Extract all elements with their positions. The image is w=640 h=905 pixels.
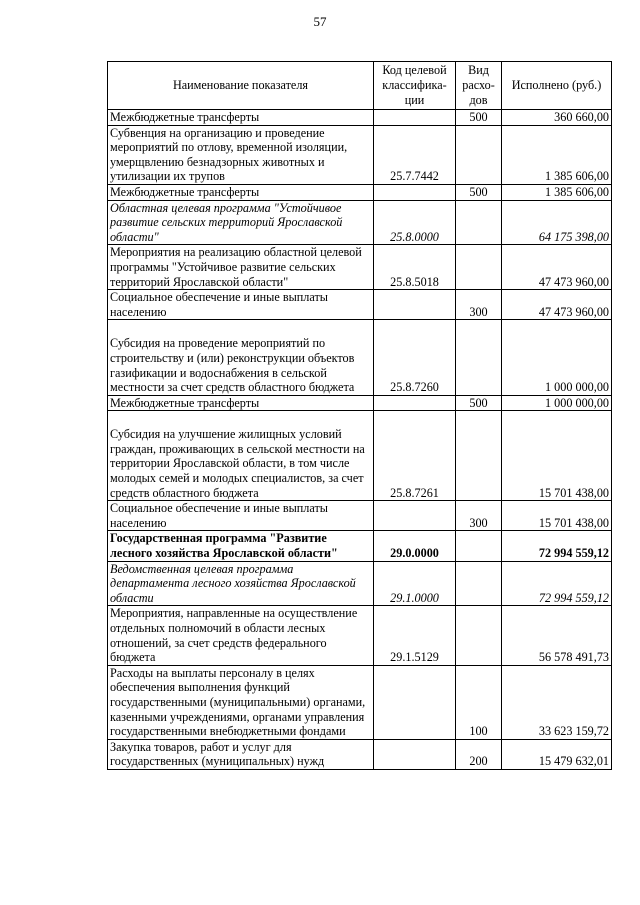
row-amount-cell: 33 623 159,72 bbox=[502, 665, 612, 739]
row-amount-cell: 47 473 960,00 bbox=[502, 290, 612, 320]
row-name-cell: Государственная программа "Развитие лесного хозяйства Ярославской области" bbox=[108, 531, 374, 561]
row-name-cell: Субсидия на улучшение жилищных условий граждан, проживающих в сельской местности на территории Ярославской области, в том числе молодых семей и молодых специалистов, за счет средств областного бюджета bbox=[108, 411, 374, 501]
row-kind-cell bbox=[456, 200, 502, 245]
table-row bbox=[108, 290, 612, 320]
budget-execution-table bbox=[107, 61, 612, 770]
row-kind-cell: 500 bbox=[456, 184, 502, 200]
row-kind-cell: 500 bbox=[456, 110, 502, 126]
row-name-cell: Социальное обеспечение и иные выплаты населению bbox=[108, 290, 374, 320]
row-name-cell: Мероприятия, направленные на осуществление отдельных полномочий в области лесных отношений, за счет средств федерального бюджета bbox=[108, 606, 374, 665]
row-amount-cell: 360 660,00 bbox=[502, 110, 612, 126]
table-row bbox=[108, 245, 612, 290]
row-name-cell: Мероприятия на реализацию областной целевой программы "Устойчивое развитие сельских территорий Ярославской области" bbox=[108, 245, 374, 290]
row-code-cell: 25.7.7442 bbox=[374, 125, 456, 184]
row-code-cell bbox=[374, 290, 456, 320]
row-amount-cell: 47 473 960,00 bbox=[502, 245, 612, 290]
row-name-cell: Ведомственная целевая программа департамента лесного хозяйства Ярославской области bbox=[108, 561, 374, 606]
row-kind-cell: 300 bbox=[456, 290, 502, 320]
row-amount-cell: 64 175 398,00 bbox=[502, 200, 612, 245]
row-amount-cell: 72 994 559,12 bbox=[502, 561, 612, 606]
row-name-cell: Субвенция на организацию и проведение мероприятий по отлову, временной изоляции, умерщвлению безнадзорных животных и утилизации их трупов bbox=[108, 125, 374, 184]
page-number: 57 bbox=[313, 14, 327, 29]
row-name-cell: Межбюджетные трансферты bbox=[108, 395, 374, 411]
row-name-cell: Субсидия на проведение мероприятий по строительству и (или) реконструкции объектов газификации и водоснабжения в сельской местности за счет средств областного бюджета bbox=[108, 320, 374, 395]
row-code-cell: 29.1.0000 bbox=[374, 561, 456, 606]
row-name-cell: Областная целевая программа "Устойчивое развитие сельских территорий Ярославской области" bbox=[108, 200, 374, 245]
header-kind: Вид расхо-дов bbox=[456, 62, 502, 110]
row-code-cell bbox=[374, 395, 456, 411]
table-row bbox=[108, 320, 612, 395]
row-code-cell: 29.0.0000 bbox=[374, 531, 456, 561]
row-code-cell bbox=[374, 665, 456, 739]
header-code: Код целевой классифика-ции bbox=[374, 62, 456, 110]
row-kind-cell: 100 bbox=[456, 665, 502, 739]
row-amount-cell: 15 479 632,01 bbox=[502, 739, 612, 769]
row-amount-cell: 15 701 438,00 bbox=[502, 501, 612, 531]
row-code-cell bbox=[374, 184, 456, 200]
row-name-cell: Расходы на выплаты персоналу в целях обеспечения выполнения функций государственными (муниципальными) органами, казенными учреждениями, органами управления государственными внебюджетными фондами bbox=[108, 665, 374, 739]
table-row bbox=[108, 110, 612, 126]
table-row bbox=[108, 665, 612, 739]
row-code-cell: 29.1.5129 bbox=[374, 606, 456, 665]
header-name: Наименование показателя bbox=[108, 62, 374, 110]
row-amount-cell: 1 385 606,00 bbox=[502, 125, 612, 184]
row-code-cell: 25.8.7261 bbox=[374, 411, 456, 501]
table-row bbox=[108, 395, 612, 411]
row-amount-cell: 1 000 000,00 bbox=[502, 395, 612, 411]
table-row bbox=[108, 561, 612, 606]
row-name-cell: Межбюджетные трансферты bbox=[108, 110, 374, 126]
table-row bbox=[108, 739, 612, 769]
table-row bbox=[108, 200, 612, 245]
row-amount-cell: 56 578 491,73 bbox=[502, 606, 612, 665]
row-code-cell: 25.8.7260 bbox=[374, 320, 456, 395]
table-header-row bbox=[108, 62, 612, 110]
row-kind-cell bbox=[456, 245, 502, 290]
row-code-cell: 25.8.5018 bbox=[374, 245, 456, 290]
table-row bbox=[108, 184, 612, 200]
row-name-cell: Межбюджетные трансферты bbox=[108, 184, 374, 200]
row-amount-cell: 15 701 438,00 bbox=[502, 411, 612, 501]
row-kind-cell bbox=[456, 606, 502, 665]
table-body bbox=[108, 110, 612, 770]
row-kind-cell bbox=[456, 531, 502, 561]
row-amount-cell: 1 385 606,00 bbox=[502, 184, 612, 200]
row-code-cell bbox=[374, 501, 456, 531]
row-kind-cell: 200 bbox=[456, 739, 502, 769]
row-amount-cell: 72 994 559,12 bbox=[502, 531, 612, 561]
row-code-cell bbox=[374, 739, 456, 769]
row-kind-cell: 500 bbox=[456, 395, 502, 411]
row-kind-cell: 300 bbox=[456, 501, 502, 531]
header-amount: Исполнено (руб.) bbox=[502, 62, 612, 110]
row-amount-cell: 1 000 000,00 bbox=[502, 320, 612, 395]
row-kind-cell bbox=[456, 320, 502, 395]
row-kind-cell bbox=[456, 411, 502, 501]
table-row bbox=[108, 531, 612, 561]
row-code-cell bbox=[374, 110, 456, 126]
row-kind-cell bbox=[456, 125, 502, 184]
row-name-cell: Социальное обеспечение и иные выплаты населению bbox=[108, 501, 374, 531]
row-code-cell: 25.8.0000 bbox=[374, 200, 456, 245]
row-name-cell: Закупка товаров, работ и услуг для государственных (муниципальных) нужд bbox=[108, 739, 374, 769]
table-row bbox=[108, 501, 612, 531]
table-row bbox=[108, 125, 612, 184]
table-row bbox=[108, 606, 612, 665]
table-row bbox=[108, 411, 612, 501]
row-kind-cell bbox=[456, 561, 502, 606]
